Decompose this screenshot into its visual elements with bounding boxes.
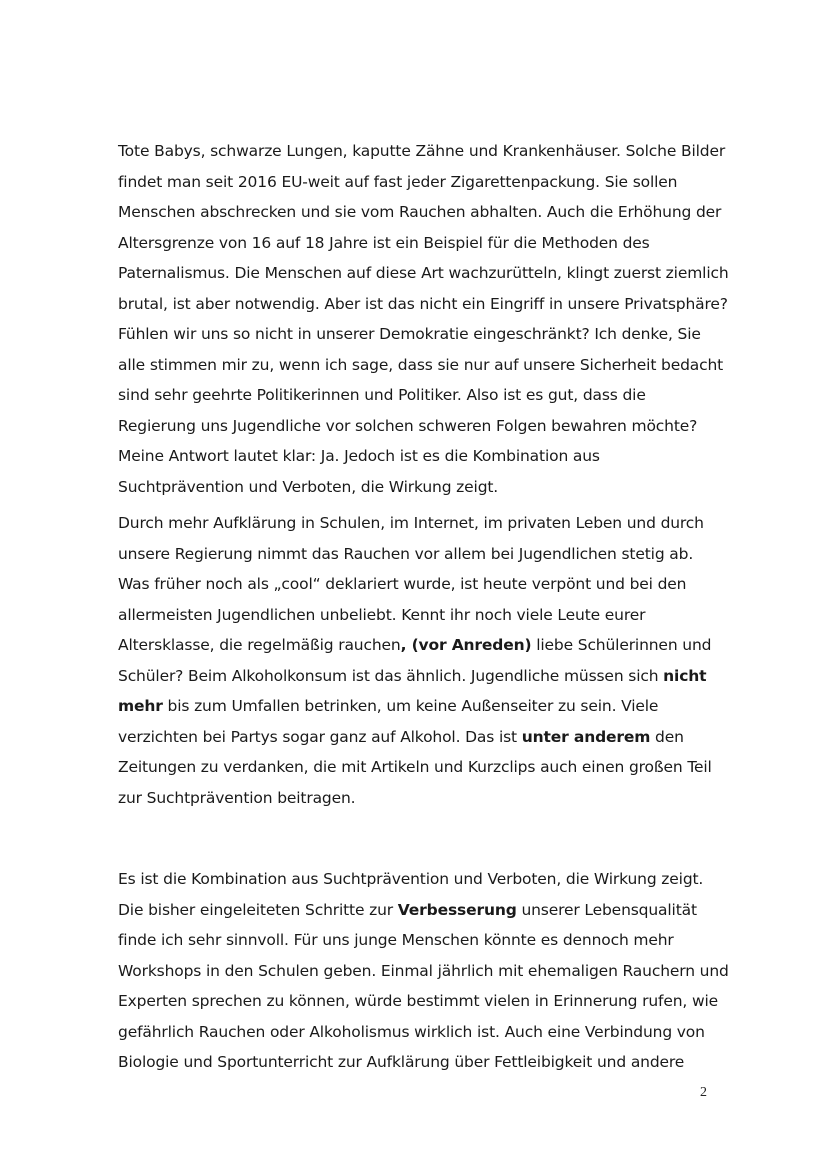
text-run: Durch mehr Aufklärung in Schulen, im Internet, im privaten Leben und durch [118,514,704,532]
text-line [118,289,728,320]
text-line [118,441,718,472]
text-run: brutal, ist aber notwendig. Aber ist das nicht ein Eingriff in unsere Privatsphäre? [118,294,728,313]
text-line [118,258,729,289]
text-line [118,228,718,259]
text-line [118,956,729,987]
text-line [118,136,726,167]
text-run: Suchtprävention und Verboten, die Wirkung zeigt. [118,477,499,496]
text-run: findet man seit 2016 EU-weit auf fast jeder Zigarettenpackung. Sie sollen [118,172,678,191]
text-line [118,350,724,381]
text-line [118,1017,718,1048]
text-run: allermeisten Jugendlichen unbeliebt. Kennt ihr noch viele Leute eurer [118,605,646,624]
text-run: Fühlen wir uns so nicht in unserer Demokratie eingeschränkt? Ich denke, Sie [118,325,701,343]
text-run: Zeitungen zu verdanken, die mit Artikeln und Kurzclips auch einen großen Teil [118,758,712,776]
text-run: Regierung uns Jugendliche vor solchen schweren Folgen bewahren möchte? [118,416,698,435]
text-run: bis zum Umfallen betrinken, um keine Außenseiter zu sein. Viele [162,697,659,715]
text-line [118,319,718,350]
text-line [118,752,718,783]
text-run: Menschen abschrecken und sie vom Rauchen abhalten. Auch die Erhöhung der [118,203,722,221]
text-line [118,1047,718,1078]
text-line [118,630,718,661]
text-line [118,895,718,926]
text-run: Was früher noch als „cool“ deklariert wurde, ist heute verpönt und bei den [118,575,687,593]
text-line [118,167,718,198]
text-run: Altersklasse, die regelmäßig rauchen [118,636,401,654]
text-line [118,661,718,692]
bold-text: Verbesserung [397,900,517,919]
text-run: Biologie und Sportunterricht zur Aufklärung über Fettleibigkeit und andere [118,1053,685,1071]
text-run: Meine Antwort lautet klar: Ja. Jedoch ist es die Kombination aus [118,447,600,465]
text-run: Schüler? Beim Alkoholkonsum ist das ähnlich. Jugendliche müssen sich [118,666,664,685]
text-run: sind sehr geehrte Politikerinnen und Politiker. Also ist es gut, dass die [118,386,646,404]
text-line [118,411,718,442]
text-run: finde ich sehr sinnvoll. Für uns junge Menschen könnte es dennoch mehr [118,931,674,949]
text-line [118,539,718,570]
bold-text: unter anderem [521,727,651,746]
paragraph-1 [118,136,729,502]
text-line [118,722,718,753]
text-run: Altersgrenze von 16 auf 18 Jahre ist ein Beispiel für die Methoden des [118,233,650,252]
text-run: Tote Babys, schwarze Lungen, kaputte Zähne und Krankenhäuser. Solche Bilder [118,142,726,160]
text-line [118,600,718,631]
text-run: Die bisher eingeleiteten Schritte zur [118,900,398,919]
paragraph-3 [118,864,729,1078]
text-run: den [650,727,684,746]
text-line [118,864,718,895]
text-line [118,783,718,814]
bold-text: mehr [118,697,163,715]
text-run: zur Suchtprävention beitragen. [118,788,356,807]
text-line [118,472,718,503]
paragraph-2 [118,508,718,813]
text-line [118,925,718,956]
text-run: Es ist die Kombination aus Suchtprävention und Verboten, die Wirkung zeigt. [118,870,704,888]
text-line [118,691,718,722]
text-line [118,508,718,539]
text-line [118,380,718,411]
text-run: liebe Schülerinnen und [531,636,712,654]
text-run: Workshops in den Schulen geben. Einmal jährlich mit ehemaligen Rauchern und [118,961,729,980]
text-line [118,986,718,1017]
bold-text: , (vor Anreden) [400,636,532,654]
text-run: unsere Regierung nimmt das Rauchen vor allem bei Jugendlichen stetig ab. [118,544,694,563]
page-number: 2 [700,1085,707,1100]
text-run: gefährlich Rauchen oder Alkoholismus wirklich ist. Auch eine Verbindung von [118,1022,705,1041]
text-line [118,569,718,600]
text-line [118,197,722,228]
text-run: alle stimmen mir zu, wenn ich sage, dass sie nur auf unsere Sicherheit bedacht [118,355,724,374]
bold-text: nicht [663,666,707,685]
text-run: verzichten bei Partys sogar ganz auf Alkohol. Das ist [118,727,522,746]
text-run: Experten sprechen zu können, würde bestimmt vielen in Erinnerung rufen, wie [118,992,719,1010]
text-run: unserer Lebensqualität [516,900,697,919]
text-run: Paternalismus. Die Menschen auf diese Art wachzurütteln, klingt zuerst ziemlich [118,264,729,282]
